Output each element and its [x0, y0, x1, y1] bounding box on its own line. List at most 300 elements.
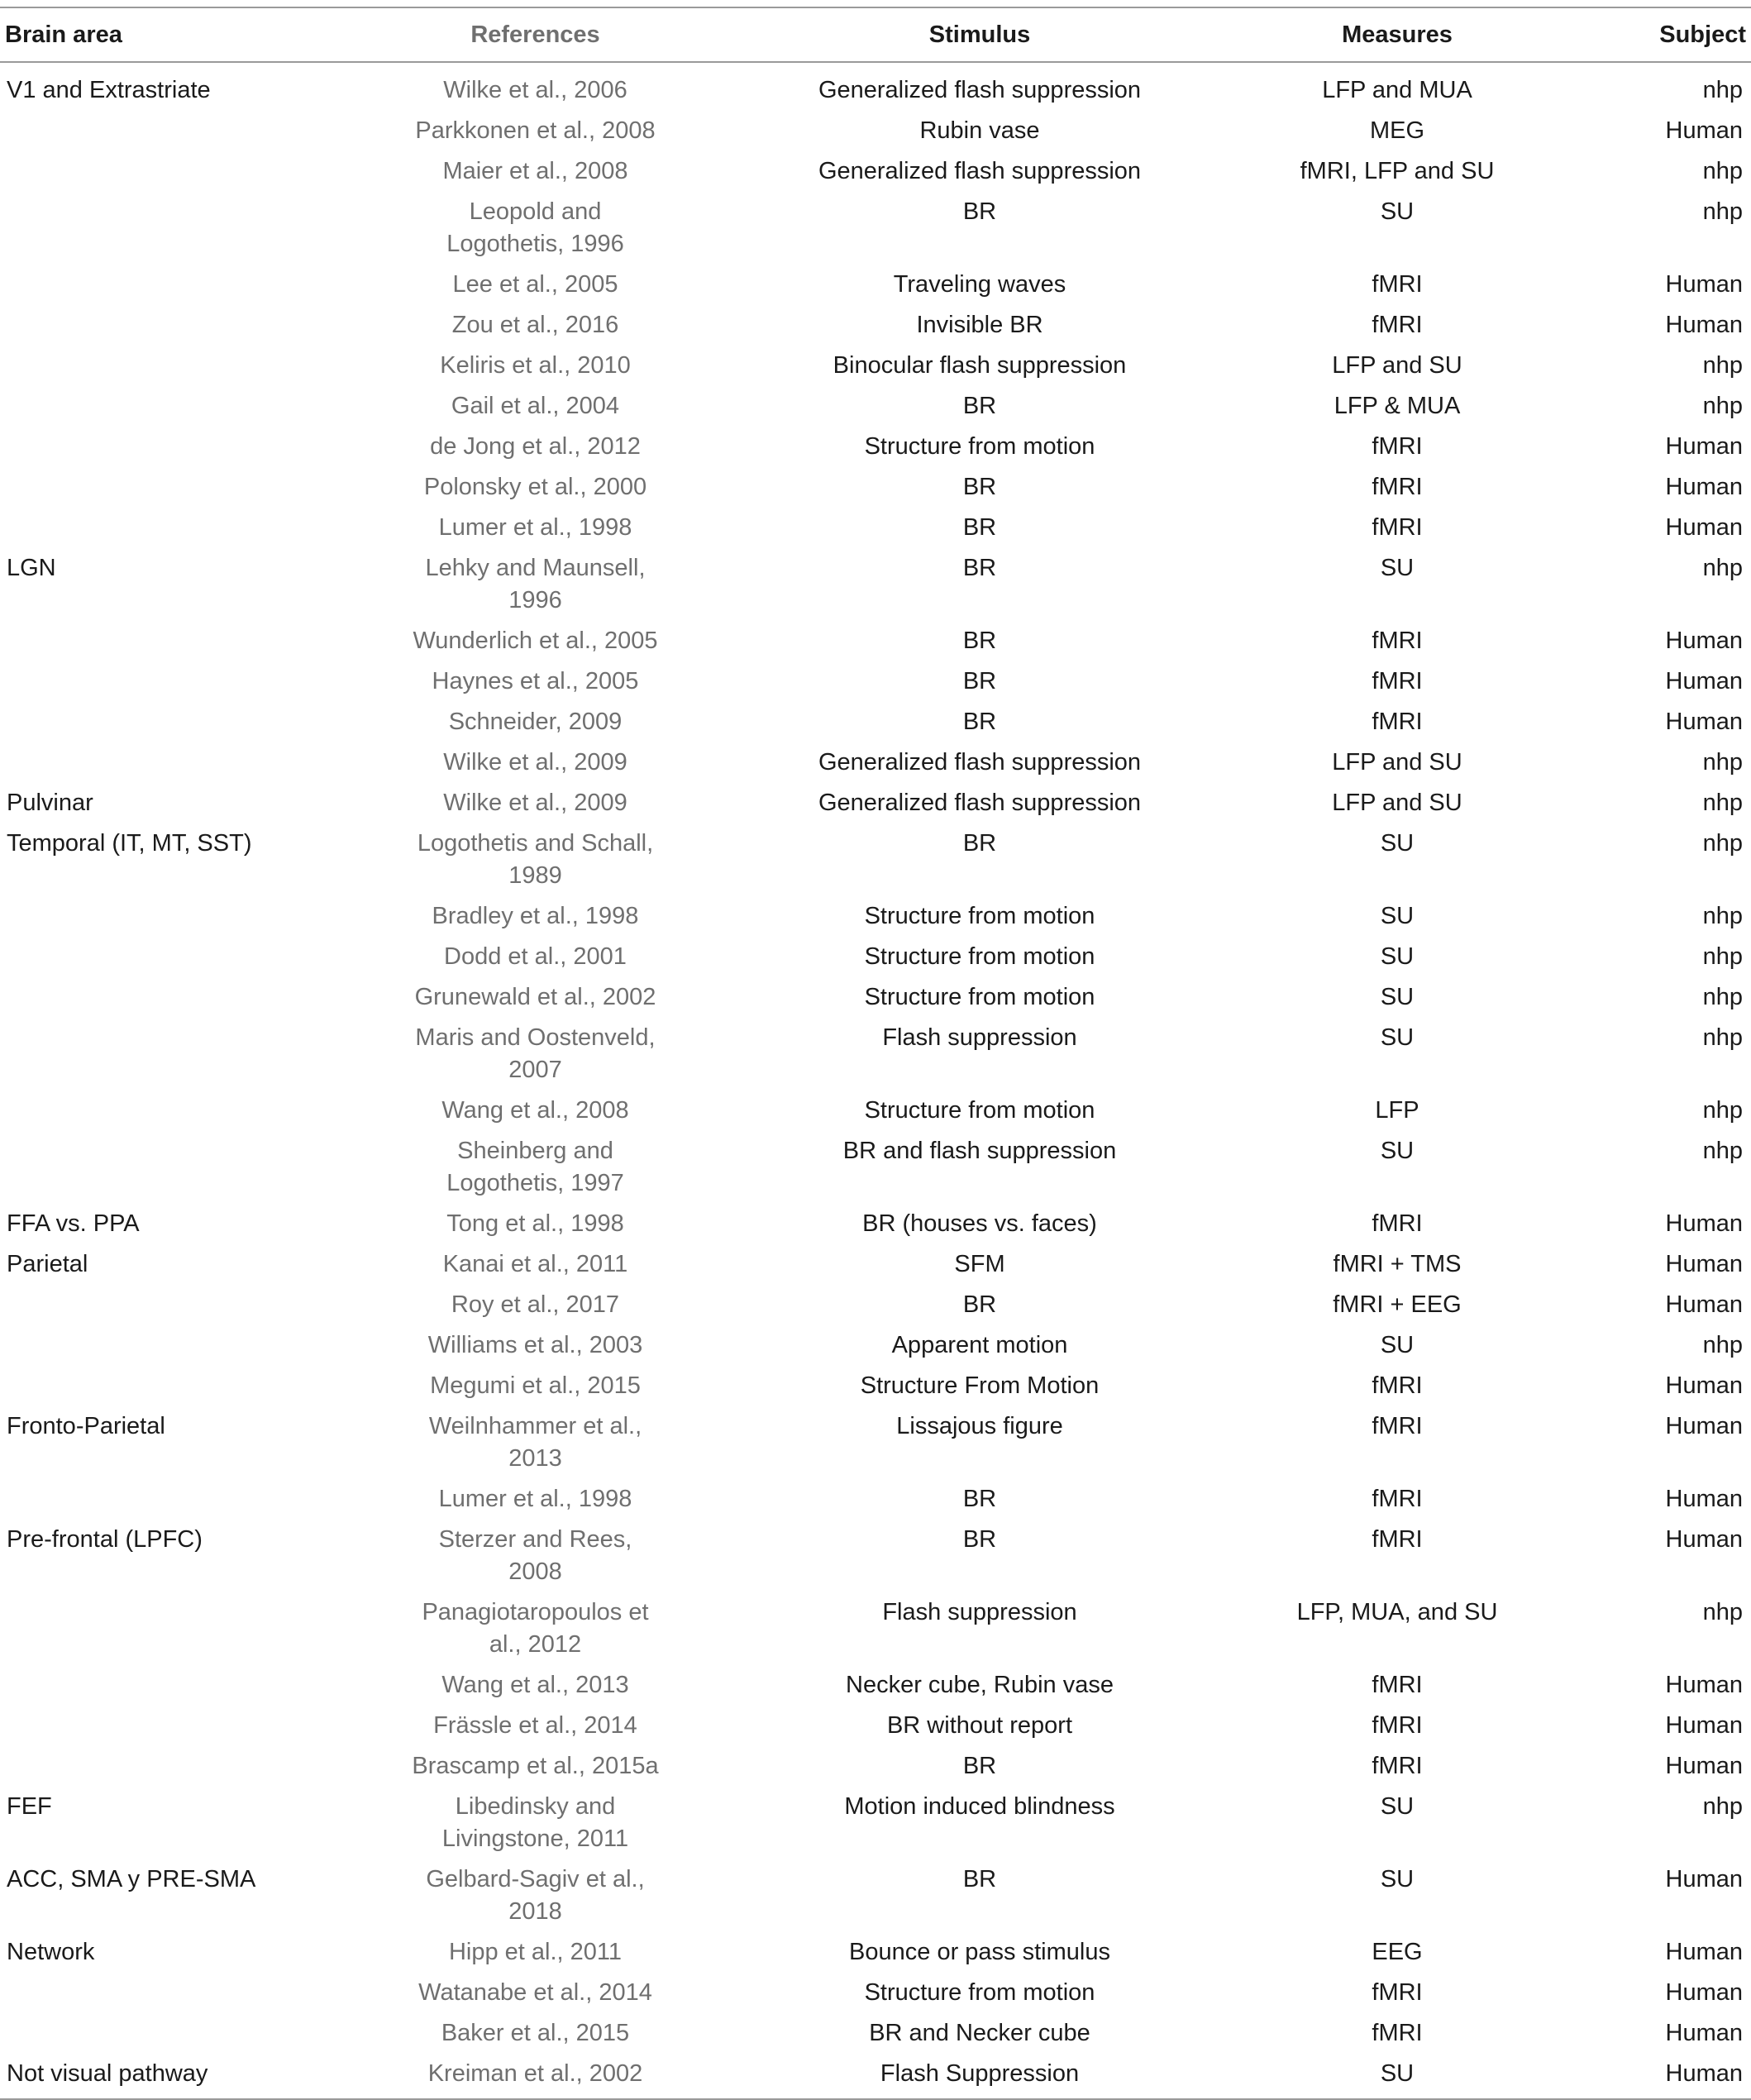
subject-cell: nhp [1702, 903, 1743, 929]
stimulus-cell: BR [962, 514, 997, 541]
subject-cell: Human [1665, 1672, 1743, 1698]
reference-cell [380, 621, 690, 661]
table-body [0, 62, 1751, 2099]
measures-cell: fMRI [1372, 1753, 1423, 1779]
reference-text: Lee et al., 2005 [452, 271, 618, 298]
reference-cell [380, 937, 690, 977]
measures-cell: LFP [1375, 1097, 1419, 1124]
table-row [0, 1932, 1751, 1973]
table-header [0, 7, 1751, 62]
header-stimulus: Stimulus [690, 7, 1269, 62]
stimulus-cell: BR [962, 628, 997, 654]
reference-text: Leopold and Logothetis, 1996 [446, 198, 624, 257]
stimulus-cell: Necker cube, Rubin vase [846, 1672, 1114, 1698]
stimulus-cell: Structure from motion [864, 903, 1095, 929]
reference-cell [380, 702, 690, 742]
subject-cell: nhp [1702, 749, 1743, 776]
reference-cell [380, 823, 690, 896]
measures-cell: fMRI [1372, 1672, 1423, 1698]
stimulus-cell: Flash suppression [882, 1024, 1077, 1051]
reference-text: Dodd et al., 2001 [444, 943, 627, 970]
reference-text: Haynes et al., 2005 [432, 668, 639, 694]
reference-text: Frässle et al., 2014 [433, 1712, 637, 1739]
measures-cell: fMRI [1372, 1372, 1423, 1399]
header-subject: Subject [1525, 7, 1751, 62]
measures-cell: fMRI [1372, 1210, 1423, 1237]
reference-text: Libedinsky and Livingstone, 2011 [441, 1793, 629, 1852]
stimulus-cell: Structure from motion [864, 433, 1095, 460]
table-row [0, 1706, 1751, 1746]
stimulus-cell: BR [962, 1866, 997, 1892]
table-row [0, 151, 1751, 192]
table-row [0, 508, 1751, 548]
reference-cell [380, 508, 690, 548]
reference-text: Maris and Oostenveld, 2007 [415, 1024, 656, 1083]
brain-area-cell: Temporal (IT, MT, SST) [7, 830, 252, 857]
reference-text: Lumer et al., 1998 [438, 1486, 632, 1512]
reference-text: Parkkonen et al., 2008 [415, 117, 656, 144]
subject-cell: nhp [1702, 984, 1743, 1010]
stimulus-cell: BR [962, 709, 997, 735]
stimulus-cell: BR and flash suppression [842, 1138, 1117, 1164]
stimulus-cell: Flash Suppression [690, 2054, 1269, 2099]
measures-cell: SU [1380, 198, 1415, 225]
measures-cell: fMRI [1372, 628, 1423, 654]
subject-cell: Human [1665, 1526, 1743, 1553]
reference-text: Kanai et al., 2011 [442, 1251, 628, 1277]
reference-text: Zou et al., 2016 [451, 312, 619, 338]
reference-text: Polonsky et al., 2000 [423, 474, 647, 500]
subject-cell: Human [1665, 1251, 1743, 1277]
reference-text: Sterzer and Rees, 2008 [438, 1526, 632, 1585]
stimulus-cell: Generalized flash suppression [818, 749, 1142, 776]
subject-cell: Human [1665, 1372, 1743, 1399]
subject-cell: nhp [1702, 158, 1743, 184]
stimulus-cell: Lissajous figure [896, 1413, 1063, 1439]
reference-cell [380, 1859, 690, 1932]
table-row [0, 305, 1751, 346]
stimulus-cell: BR [962, 830, 997, 857]
reference-text: Kreiman et al., 2002 [427, 2060, 643, 2087]
brain-area-cell [0, 508, 380, 548]
brain-area-cell [0, 1366, 380, 1406]
reference-cell [380, 1325, 690, 1366]
brain-area-cell: Pre-frontal (LPFC) [7, 1526, 203, 1553]
table-row [0, 621, 1751, 661]
reference-cell [380, 1285, 690, 1325]
reference-cell [380, 265, 690, 305]
stimulus-cell: Structure from motion [864, 984, 1095, 1010]
brain-area-cell: LGN [7, 555, 56, 581]
table-row [0, 1285, 1751, 1325]
brain-area-cell: Fronto-Parietal [7, 1413, 165, 1439]
brain-area-cell [0, 621, 380, 661]
reference-cell [380, 1932, 690, 1973]
subject-cell: nhp [1702, 77, 1743, 103]
table-row [0, 937, 1751, 977]
subject-cell: nhp [1702, 1599, 1743, 1625]
brain-area-cell [0, 661, 380, 702]
brain-area-cell: FFA vs. PPA [7, 1210, 140, 1237]
subject-cell: Human [1665, 271, 1743, 298]
reference-cell [380, 1592, 690, 1665]
brain-area-cell [0, 1592, 380, 1665]
stimulus-cell: BR [962, 1486, 997, 1512]
table-row [0, 1091, 1751, 1131]
subject-cell: Human [1665, 709, 1743, 735]
subject-cell: Human [1665, 2020, 1743, 2046]
stimulus-cell: Bounce or pass stimulus [849, 1939, 1110, 1965]
measures-cell: fMRI + EEG [1333, 1291, 1462, 1318]
stimulus-cell: Generalized flash suppression [818, 158, 1142, 184]
reference-cell [380, 1787, 690, 1859]
stimulus-cell: Structure from motion [864, 1097, 1095, 1124]
table-row [0, 896, 1751, 937]
subject-cell: nhp [1702, 830, 1743, 857]
brain-area-cell [0, 1479, 380, 1520]
reference-cell [380, 1244, 690, 1285]
reference-cell [380, 896, 690, 937]
subject-cell: nhp [1702, 943, 1743, 970]
reference-text: Sheinberg and Logothetis, 1997 [446, 1138, 624, 1196]
reference-text: Wilke et al., 2009 [443, 790, 627, 816]
brain-area-cell [0, 1091, 380, 1131]
subject-cell: Human [1665, 1939, 1743, 1965]
brain-area-cell [0, 1325, 380, 1366]
reference-text: Maier et al., 2008 [442, 158, 628, 184]
subject-cell: Human [1665, 1753, 1743, 1779]
measures-cell: SU [1380, 943, 1415, 970]
brain-area-cell [0, 151, 380, 192]
table-row [0, 386, 1751, 427]
stimulus-cell: BR [962, 668, 997, 694]
reference-cell [380, 427, 690, 467]
stimulus-cell: Structure from motion [864, 943, 1095, 970]
reference-cell [380, 62, 690, 111]
table-row [0, 548, 1751, 621]
reference-cell [380, 1973, 690, 2013]
reference-text: Lehky and Maunsell, 1996 [425, 555, 646, 613]
reference-cell [380, 1204, 690, 1244]
measures-cell: SU [1380, 1332, 1415, 1358]
reference-text: Grunewald et al., 2002 [414, 984, 656, 1010]
subject-cell: Human [1665, 1486, 1743, 1512]
table-row [0, 1592, 1751, 1665]
measures-cell: fMRI [1372, 1979, 1423, 2006]
measures-cell: SU [1380, 1024, 1415, 1051]
stimulus-cell: Generalized flash suppression [818, 77, 1142, 103]
subject-cell: nhp [1702, 198, 1743, 225]
table-row [0, 1204, 1751, 1244]
reference-text: Megumi et al., 2015 [430, 1372, 641, 1399]
table-row [0, 1665, 1751, 1706]
measures-cell: fMRI [1372, 1712, 1423, 1739]
stimulus-cell: BR [962, 1291, 997, 1318]
table-row [0, 1859, 1751, 1932]
reference-text: Tong et al., 1998 [446, 1210, 624, 1237]
brain-area-cell [0, 2013, 380, 2054]
stimulus-cell: Structure From Motion [860, 1372, 1100, 1399]
measures-cell: LFP and MUA [1322, 77, 1472, 103]
table-row [0, 1131, 1751, 1204]
subject-cell: Human [1665, 628, 1743, 654]
table-row [0, 1406, 1751, 1479]
brain-area-cell [0, 346, 380, 386]
brain-area-cell: Not visual pathway [0, 2054, 380, 2099]
reference-cell [380, 1706, 690, 1746]
brain-area-cell: FEF [7, 1793, 52, 1820]
brain-area-cell: V1 and Extrastriate [7, 77, 211, 103]
measures-cell: fMRI [1372, 312, 1423, 338]
reference-cell [380, 1406, 690, 1479]
stimulus-cell: BR and Necker cube [869, 2020, 1090, 2046]
reference-text: Hipp et al., 2011 [448, 1939, 623, 1965]
subject-cell: Human [1665, 514, 1743, 541]
reference-text: Schneider, 2009 [448, 709, 623, 735]
reference-text: Williams et al., 2003 [427, 1332, 643, 1358]
brain-area-cell: Parietal [7, 1251, 88, 1277]
reference-text: Weilnhammer et al., 2013 [428, 1413, 642, 1472]
reference-cell [380, 1520, 690, 1592]
reference-cell [380, 386, 690, 427]
reference-cell [380, 151, 690, 192]
brain-area-cell [0, 742, 380, 783]
stimulus-cell: BR [962, 198, 997, 225]
subject-cell: Human [1665, 1712, 1743, 1739]
brain-area-cell [0, 937, 380, 977]
measures-cell: fMRI [1372, 514, 1423, 541]
brain-area-cell [0, 1018, 380, 1091]
reference-cell [380, 192, 690, 265]
stimulus-cell: Motion induced blindness [844, 1793, 1115, 1820]
measures-cell: EEG [1372, 1939, 1423, 1965]
stimulus-cell: Traveling waves [893, 271, 1066, 298]
brain-area-cell [0, 305, 380, 346]
reference-cell [380, 305, 690, 346]
reference-text: Roy et al., 2017 [451, 1291, 620, 1318]
brain-area-cell [0, 427, 380, 467]
measures-cell: fMRI [1372, 474, 1423, 500]
brain-area-cell: Network [7, 1939, 95, 1965]
measures-cell: fMRI [1372, 271, 1423, 298]
measures-cell: SU [1380, 1793, 1415, 1820]
measures-cell: fMRI, LFP and SU [1300, 158, 1495, 184]
table-row [0, 977, 1751, 1018]
reference-cell [380, 467, 690, 508]
table-row [0, 192, 1751, 265]
brain-area-cell [0, 702, 380, 742]
brain-area-cell [0, 1706, 380, 1746]
reference-text: Bradley et al., 1998 [432, 903, 639, 929]
brain-area-cell: ACC, SMA y PRE-SMA [7, 1866, 256, 1892]
reference-text: Brascamp et al., 2015a [412, 1753, 659, 1779]
table-row [0, 1366, 1751, 1406]
reference-cell [380, 742, 690, 783]
reference-cell [380, 1018, 690, 1091]
measures-cell: SU [1380, 555, 1415, 581]
subject-cell: nhp [1702, 1332, 1743, 1358]
measures-cell: fMRI [1372, 668, 1423, 694]
measures-cell: LFP and SU [1332, 790, 1462, 816]
measures-cell: SU [1380, 830, 1415, 857]
reference-cell [380, 977, 690, 1018]
brain-area-cell [0, 1973, 380, 2013]
brain-area-cell [0, 467, 380, 508]
measures-cell: SU [1380, 1866, 1415, 1892]
stimulus-cell: Flash suppression [882, 1599, 1077, 1625]
header-row [0, 7, 1751, 62]
reference-text: Wang et al., 2008 [441, 1097, 629, 1124]
measures-cell: fMRI [1372, 1413, 1423, 1439]
table-row [0, 742, 1751, 783]
brain-area-cell [0, 1285, 380, 1325]
subject-cell: nhp [1702, 1793, 1743, 1820]
reference-cell [380, 1479, 690, 1520]
measures-cell: MEG [1369, 117, 1425, 144]
header-references: References [380, 7, 690, 62]
table-row [0, 1325, 1751, 1366]
subject-cell: Human [1525, 2054, 1751, 2099]
table-row [0, 783, 1751, 823]
table-row [0, 2054, 1751, 2099]
measures-cell: fMRI [1372, 709, 1423, 735]
reference-cell [380, 1091, 690, 1131]
measures-cell: fMRI + TMS [1333, 1251, 1462, 1277]
reference-cell [380, 1131, 690, 1204]
reference-text: Baker et al., 2015 [441, 2020, 630, 2046]
subject-cell: Human [1665, 1210, 1743, 1237]
reference-text: Gail et al., 2004 [451, 393, 620, 419]
table-row [0, 346, 1751, 386]
table-row [0, 467, 1751, 508]
table-row [0, 702, 1751, 742]
table-row [0, 427, 1751, 467]
measures-cell: LFP, MUA, and SU [1296, 1599, 1498, 1625]
brain-areas-table [0, 7, 1751, 2100]
brain-area-cell [0, 1746, 380, 1787]
subject-cell: Human [1665, 474, 1743, 500]
measures-cell: fMRI [1372, 2020, 1423, 2046]
brain-area-cell [0, 977, 380, 1018]
reference-cell [380, 2013, 690, 2054]
stimulus-cell: BR [962, 393, 997, 419]
stimulus-cell: BR [962, 1753, 997, 1779]
subject-cell: nhp [1702, 1138, 1743, 1164]
reference-text: Wilke et al., 2006 [443, 77, 627, 103]
stimulus-cell: Structure from motion [864, 1979, 1095, 2006]
measures-cell: SU [1380, 984, 1415, 1010]
stimulus-cell: BR [962, 555, 997, 581]
subject-cell: Human [1665, 117, 1743, 144]
reference-cell [380, 1366, 690, 1406]
reference-text: de Jong et al., 2012 [430, 433, 641, 460]
reference-text: Keliris et al., 2010 [440, 352, 631, 379]
measures-cell: LFP & MUA [1334, 393, 1461, 419]
subject-cell: nhp [1702, 1024, 1743, 1051]
subject-cell: Human [1665, 433, 1743, 460]
header-measures: Measures [1269, 7, 1525, 62]
reference-text: Gelbard-Sagiv et al., 2018 [426, 1866, 645, 1925]
subject-cell: nhp [1702, 393, 1743, 419]
table-row [0, 2013, 1751, 2054]
measures-cell: fMRI [1372, 433, 1423, 460]
brain-area-cell [0, 386, 380, 427]
brain-area-cell [0, 1665, 380, 1706]
stimulus-cell: Apparent motion [891, 1332, 1068, 1358]
measures-cell: LFP and SU [1332, 749, 1462, 776]
subject-cell: nhp [1702, 1097, 1743, 1124]
stimulus-cell: Rubin vase [919, 117, 1040, 144]
table-row [0, 1746, 1751, 1787]
table-row [0, 1479, 1751, 1520]
measures-cell: LFP and SU [1332, 352, 1462, 379]
table-row [0, 1520, 1751, 1592]
reference-cell [380, 661, 690, 702]
reference-cell [380, 1746, 690, 1787]
subject-cell: Human [1665, 312, 1743, 338]
stimulus-cell: SFM [954, 1251, 1005, 1277]
reference-text: Panagiotaropoulos et al., 2012 [422, 1599, 649, 1658]
table-row [0, 1973, 1751, 2013]
reference-cell [380, 346, 690, 386]
table-row [0, 823, 1751, 896]
brain-area-cell [0, 1131, 380, 1204]
subject-cell: Human [1665, 1291, 1743, 1318]
table-row [0, 1018, 1751, 1091]
subject-cell: Human [1665, 1866, 1743, 1892]
stimulus-cell: BR without report [886, 1712, 1073, 1739]
table-row [0, 1787, 1751, 1859]
subject-cell: Human [1665, 668, 1743, 694]
measures-cell: fMRI [1372, 1486, 1423, 1512]
stimulus-cell: Binocular flash suppression [833, 352, 1127, 379]
measures-cell: SU [1380, 1138, 1415, 1164]
stimulus-cell: BR [962, 1526, 997, 1553]
reference-text: Lumer et al., 1998 [438, 514, 632, 541]
stimulus-cell: Generalized flash suppression [818, 790, 1142, 816]
reference-cell [380, 2054, 690, 2099]
reference-cell [380, 1665, 690, 1706]
subject-cell: nhp [1702, 352, 1743, 379]
measures-cell: fMRI [1372, 1526, 1423, 1553]
stimulus-cell: BR (houses vs. faces) [862, 1210, 1097, 1237]
table-row [0, 111, 1751, 151]
brain-area-cell [0, 192, 380, 265]
brain-area-cell [0, 111, 380, 151]
table-row [0, 661, 1751, 702]
reference-text: Wilke et al., 2009 [443, 749, 627, 776]
reference-text: Wang et al., 2013 [441, 1672, 629, 1698]
stimulus-cell: Invisible BR [916, 312, 1043, 338]
brain-area-cell [0, 265, 380, 305]
reference-cell [380, 548, 690, 621]
stimulus-cell: BR [962, 474, 997, 500]
subject-cell: Human [1665, 1979, 1743, 2006]
subject-cell: nhp [1702, 555, 1743, 581]
measures-cell: SU [1269, 2054, 1525, 2099]
measures-cell: SU [1380, 903, 1415, 929]
table-row [0, 1244, 1751, 1285]
table-row [0, 62, 1751, 111]
reference-text: Watanabe et al., 2014 [418, 1979, 652, 2006]
reference-text: Wunderlich et al., 2005 [413, 628, 658, 654]
subject-cell: nhp [1702, 790, 1743, 816]
brain-area-cell: Pulvinar [7, 790, 93, 816]
brain-area-cell [0, 896, 380, 937]
table-row [0, 265, 1751, 305]
reference-text: Logothetis and Schall, 1989 [417, 830, 654, 889]
header-brain-area: Brain area [0, 7, 380, 62]
